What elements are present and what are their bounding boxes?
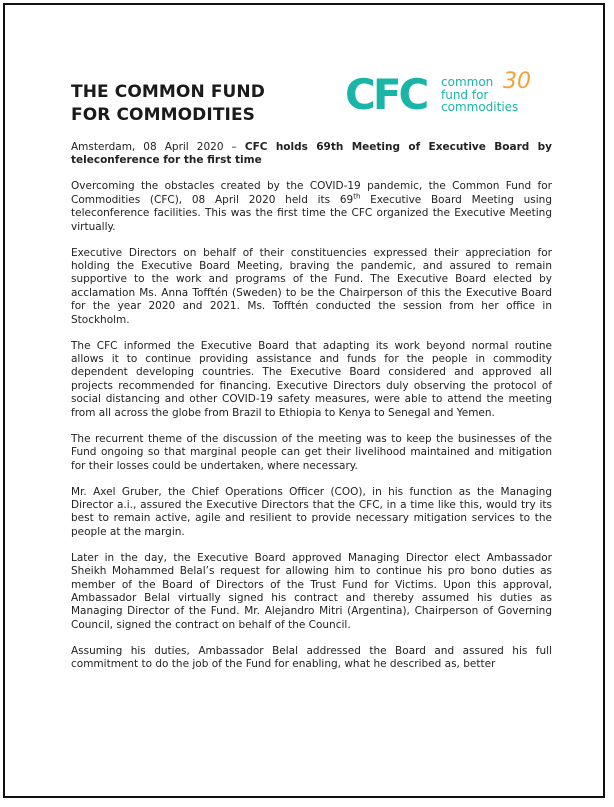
- cfc-logo-word-fund-for: fund for: [441, 87, 489, 102]
- paragraph-1-part-2: Executive Board Meeting using teleconference facilities. This was the first time the CFC organized the Executive Meeting virtually.: [71, 193, 552, 233]
- headline-dateline: Amsterdam, 08 April 2020 –: [71, 141, 245, 153]
- cfc-logo: [345, 71, 555, 121]
- paragraph-5: Mr. Axel Gruber, the Chief Operations Officer (COO), in his function as the Managing Director a.i., assured the Executive Directors that the CFC, in a time like this, would try its best to remain active, agile and resilient to provide necessary mitigation services to the people at the margin.: [71, 485, 552, 538]
- paragraph-1-superscript: th: [353, 192, 361, 201]
- organization-title-line-2: FOR COMMODITIES: [71, 105, 256, 125]
- cfc-logo-word-common: common: [441, 75, 494, 89]
- document-page: [3, 3, 605, 798]
- headline-title: CFC holds 69th Meeting of Executive Board by teleconference for the first time: [71, 141, 552, 167]
- paragraph-2: Executive Directors on behalf of their constituencies expressed their appreciation for holding the Executive Board Meeting, braving the pandemic, and assured to remain supportive to the work and programs of the Fund. The Executive Board elected by acclamation Ms. Anna Tofftén (Sweden) to be the Chairperson of this the Executive Board for the year 2020 and 2021. Ms. Tofftén conducted the session from her office in Stockholm.: [71, 246, 552, 326]
- paragraph-6: Later in the day, the Executive Board approved Managing Director elect Ambassador Sheikh Mohammed Belal’s request for allowing him to continue his pro bono duties as member of the Board of Directors of the Trust Fund for Victims. Upon this approval, Ambassador Belal virtually signed his contract and thereby assumed his duties as Managing Director of the Fund. Mr. Alejandro Mitri (Argentina), Chairperson of Governing Council, signed the contract on behalf of the Council.: [71, 551, 552, 631]
- cfc-logo-letters: CFC: [345, 70, 427, 119]
- press-release-headline: [71, 141, 552, 168]
- organization-title: [71, 81, 265, 127]
- press-release-body: [71, 141, 552, 684]
- organization-title-line-1: THE COMMON FUND: [71, 82, 265, 102]
- cfc-logo-anniversary-30: 30: [503, 69, 531, 94]
- paragraph-3: The CFC informed the Executive Board that adapting its work beyond normal routine allows it to continue providing assistance and funds for the people in commodity dependent developing countries. The Executive Board considered and approved all projects recommended for financing. Executive Directors duly observing the protocol of social distancing and other COVID-19 safety measures, were able to attend the meeting from all across the globe from Brazil to Ethiopia to Kenya to Senegal and Yemen.: [71, 339, 552, 419]
- paragraph-1: [71, 180, 552, 234]
- paragraph-4: The recurrent theme of the discussion of the meeting was to keep the businesses of the Fund ongoing so that marginal people can get their livelihood maintained and mitigation for their losses could be undertaken, where necessary.: [71, 432, 552, 472]
- paragraph-1-part-1: Overcoming the obstacles created by the COVID-19 pandemic, the Common Fund for Commodities (CFC), 08 April 2020 held its 69: [71, 180, 552, 206]
- cfc-logo-word-commodities: commodities: [441, 100, 519, 114]
- paragraph-7: Assuming his duties, Ambassador Belal addressed the Board and assured his full commitment to do the job of the Fund for enabling, what he described as, better: [71, 644, 552, 671]
